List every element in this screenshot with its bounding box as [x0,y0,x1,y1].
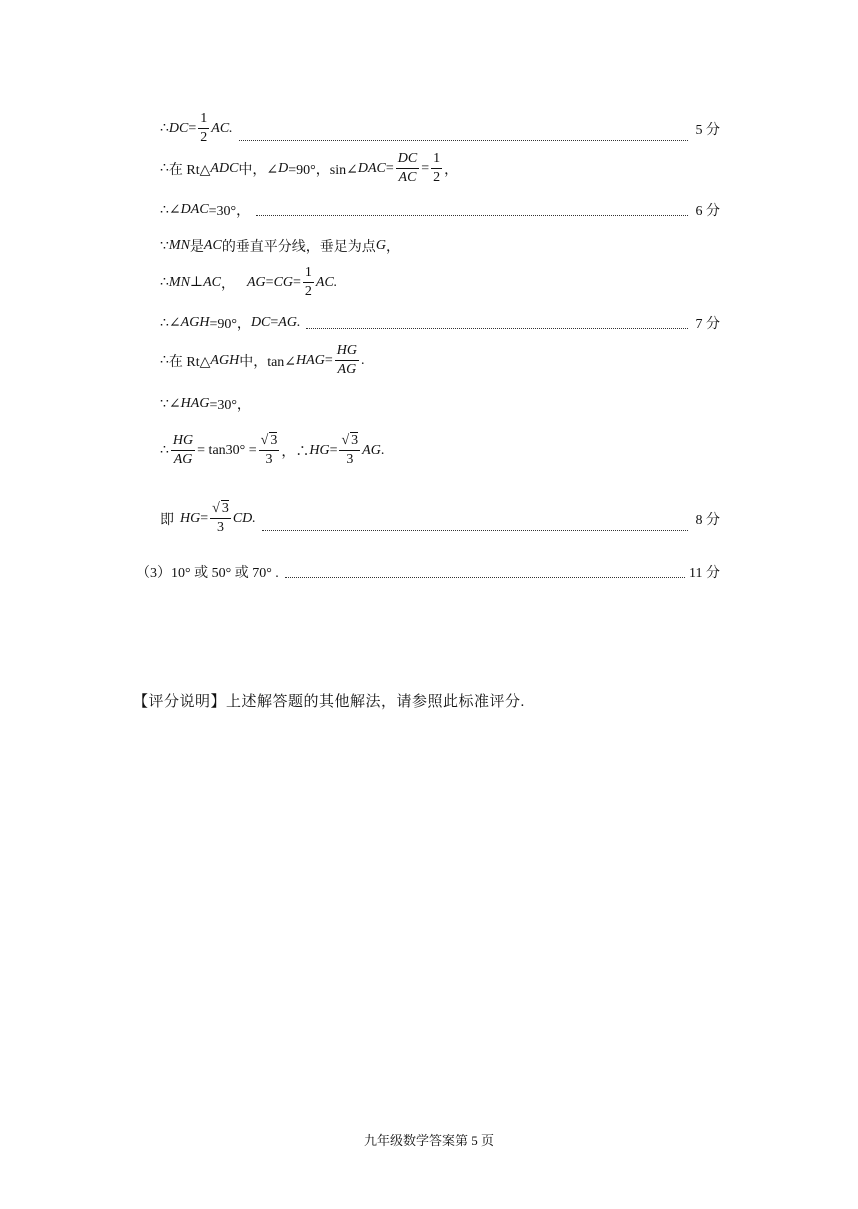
dot-leader [239,140,688,141]
text: =90°，sin∠ [288,162,358,178]
therefore-symbol: ∴ [160,202,169,218]
step-4 [160,236,720,256]
sqrt-fraction: $\frac{√ 3}{3}$ [212,501,229,535]
expr: HG [180,510,201,526]
therefore-symbol: ∴ [160,353,169,368]
therefore-symbol: ∴ [160,121,169,136]
equals: = [265,274,274,290]
expr: DAC [180,202,209,217]
text: =30°， [208,204,251,219]
equals: = [421,160,430,176]
step-2 [160,152,720,185]
text: 是 [189,240,204,255]
expr: HAG [296,352,325,368]
grading-notes: 【评分说明】上述解答题的其他解法，请参照此标准评分. [133,694,525,710]
expr: D [278,160,289,176]
step-9 [160,434,720,467]
equals: = [270,315,279,330]
dot-leader [306,328,688,329]
answer-part-3: （3）10° 或 50° 或 70° . [136,566,279,581]
expr: AGH [210,352,240,368]
expr: HAG [180,396,210,411]
text: ， [220,276,235,292]
equals: = [385,160,394,176]
text: ，∴ [281,444,310,460]
expr: HG [309,442,330,458]
text: ， [444,162,459,178]
text: 在 Rt△ [168,354,211,370]
because-symbol: ∵ [160,238,169,254]
step-11 [136,562,720,582]
step-1 [160,112,720,145]
therefore-symbol: ∴ [160,275,169,290]
score: 5 分 [695,122,720,138]
expr: AC. [315,274,338,290]
expr: CG [273,274,294,290]
expr: AG [362,442,381,458]
expr: DC [250,315,271,330]
equals: = [188,120,197,136]
page-footer: 九年级数学答案第 5 页 [363,1133,494,1148]
text: . [360,352,365,368]
expr: AC [203,238,222,253]
fraction: $\frac{HG}{AG}$ [336,343,357,377]
expr: MN [168,274,190,290]
step-6 [160,313,720,333]
score: 8 分 [695,512,720,528]
text: ∠ [168,202,181,218]
expr: DAC [357,160,386,176]
text: =30°， [209,398,251,413]
step-8 [160,394,720,414]
equals: = [324,352,333,368]
perp-symbol: ⊥ [189,275,204,290]
expr: MN [168,238,190,253]
expr: AC. [211,120,233,136]
text: . [380,442,385,458]
equals: = [200,510,209,526]
expr: AG [246,274,266,290]
text: 在 Rt△ [168,162,211,178]
score: 7 分 [695,317,720,332]
expr: ADC [210,160,239,176]
step-5 [160,266,720,299]
expr: AGH [180,315,210,330]
therefore-symbol: ∴ [160,161,169,176]
fraction: $\frac{1}{2}$ [200,111,208,145]
text: ， [385,240,400,255]
fraction: $\frac{1}{2}$ [304,265,312,299]
score: 11 分 [689,566,720,581]
because-symbol: ∵ [160,396,169,412]
fraction: $\frac{DC}{AC}$ [397,151,418,185]
expr: AG. [278,315,301,330]
dot-leader [262,530,688,531]
equals: = [329,442,338,458]
equals: = [293,274,301,290]
text: 中，∠ [238,162,279,178]
dot-leader [256,215,688,216]
fraction: $\frac{HG}{AG}$ [172,433,194,467]
text: = tan30° = [197,442,257,458]
dot-leader [285,577,685,578]
text: 的垂直平分线，垂足为点 [221,240,376,255]
expr: AC [203,274,221,290]
expr: G [375,238,386,253]
sqrt-fraction: $\frac{√ 3}{3}$ [341,433,359,467]
therefore-symbol: ∴ [160,315,169,331]
text: ∠ [168,315,181,331]
therefore-symbol: ∴ [160,443,169,458]
fraction: $\frac{1}{2}$ [433,151,441,185]
score: 6 分 [695,204,720,219]
text: 即 [160,512,174,528]
expr: CD. [232,510,256,526]
step-3 [160,200,720,220]
text: ∠ [168,396,181,412]
sqrt-fraction: $\frac{√ 3}{3}$ [260,433,278,467]
text: =90°， [209,317,251,332]
step-7 [160,344,720,377]
text: 中，tan∠ [239,354,297,370]
step-10 [160,502,720,535]
expr: DC [168,120,189,136]
